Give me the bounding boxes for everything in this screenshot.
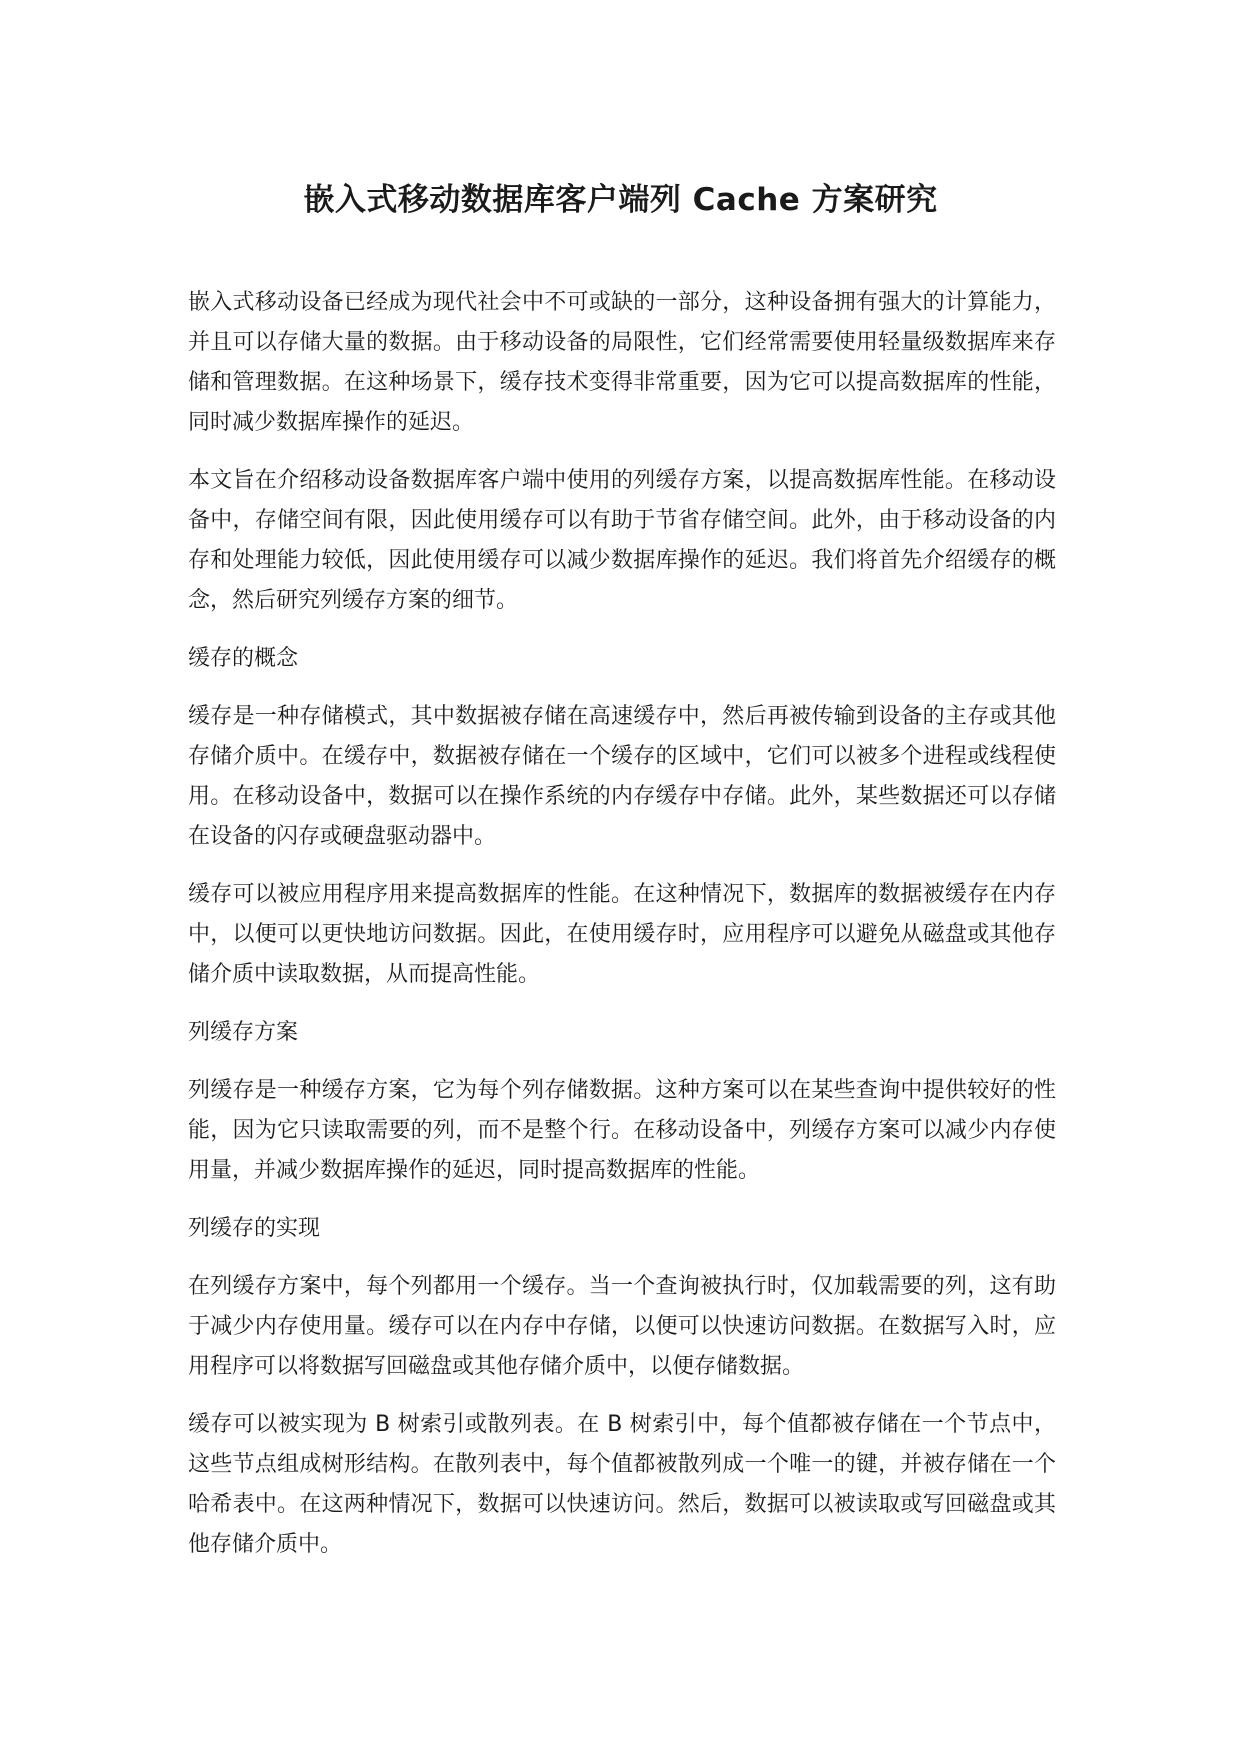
section-heading-column-cache-implementation: 列缓存的实现 (188, 1216, 321, 1241)
section-heading-column-cache-scheme: 列缓存方案 (188, 1020, 299, 1045)
paragraph-implementation-2: 缓存可以被实现为 B 树索引或散列表。在 B 树索引中，每个值都被存储在一个节点中，这些节点组成树形结构。在散列表中，每个值都被散列成一个唯一的键，并被存储在一个哈希表中。在这两种情况下，数据可以快速访问。然后，数据可以被读取或写回磁盘或其他存储介质中。 (188, 1412, 1056, 1557)
paragraph-cache-concept-1: 缓存是一种存储模式，其中数据被存储在高速缓存中，然后再被传输到设备的主存或其他存储介质中。在缓存中，数据被存储在一个缓存的区域中，它们可以被多个进程或线程使用。在移动设备中，数据可以在操作系统的内存缓存中存储。此外，某些数据还可以存储在设备的闪存或硬盘驱动器中。 (188, 704, 1056, 849)
paragraph-intro-1: 嵌入式移动设备已经成为现代社会中不可或缺的一部分，这种设备拥有强大的计算能力，并且可以存储大量的数据。由于移动设备的局限性，它们经常需要使用轻量级数据库来存储和管理数据。在这种场景下，缓存技术变得非常重要，因为它可以提高数据库的性能，同时减少数据库操作的延迟。 (188, 290, 1056, 435)
document-title: 嵌入式移动数据库客户端列 Cache 方案研究 (303, 182, 938, 218)
paragraph-column-cache-scheme: 列缓存是一种缓存方案，它为每个列存储数据。这种方案可以在某些查询中提供较好的性能，因为它只读取需要的列，而不是整个行。在移动设备中，列缓存方案可以减少内存使用量，并减少数据库操作的延迟，同时提高数据库的性能。 (188, 1078, 1056, 1183)
paragraph-implementation-1: 在列缓存方案中，每个列都用一个缓存。当一个查询被执行时，仅加载需要的列，这有助于减少内存使用量。缓存可以在内存中存储，以便可以快速访问数据。在数据写入时，应用程序可以将数据写回磁盘或其他存储介质中，以便存储数据。 (188, 1274, 1056, 1379)
paragraph-cache-concept-2: 缓存可以被应用程序用来提高数据库的性能。在这种情况下，数据库的数据被缓存在内存中，以便可以更快地访问数据。因此，在使用缓存时，应用程序可以避免从磁盘或其他存储介质中读取数据，从而提高性能。 (188, 882, 1056, 987)
section-heading-cache-concept: 缓存的概念 (188, 646, 299, 671)
paragraph-intro-2: 本文旨在介绍移动设备数据库客户端中使用的列缓存方案，以提高数据库性能。在移动设备中，存储空间有限，因此使用缓存可以有助于节省存储空间。此外，由于移动设备的内存和处理能力较低，因此使用缓存可以减少数据库操作的延迟。我们将首先介绍缓存的概念，然后研究列缓存方案的细节。 (188, 468, 1056, 613)
document-body (188, 283, 1056, 1583)
